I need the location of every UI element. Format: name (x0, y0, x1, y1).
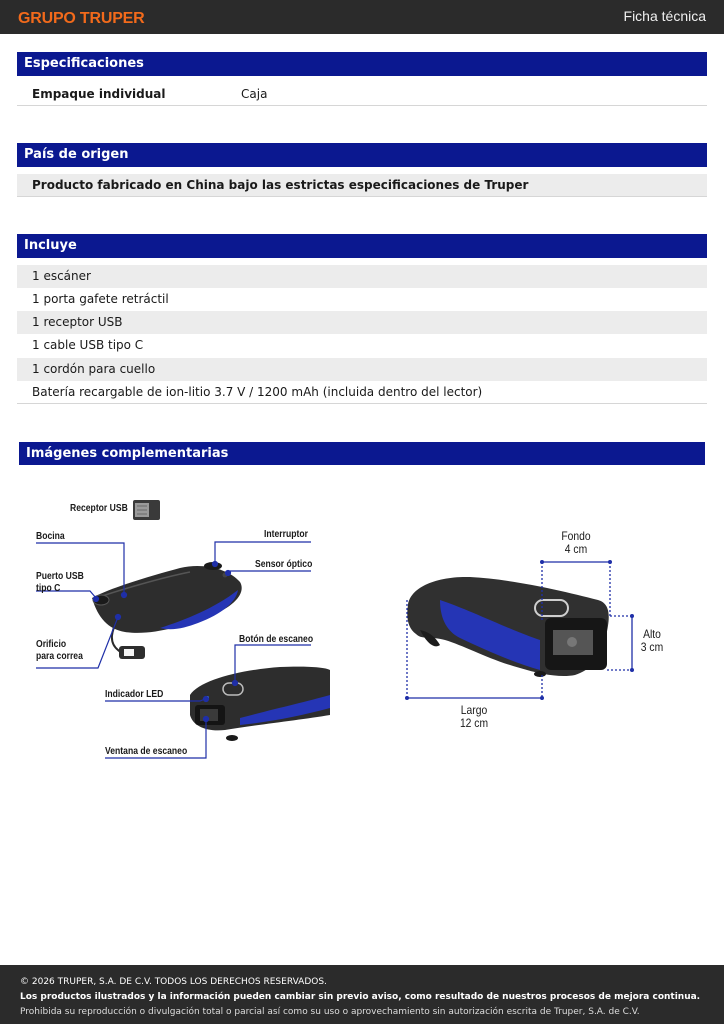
list-item: Batería recargable de ion-litio 3.7 V / 1200 mAh (incluida dentro del lector) (17, 381, 707, 404)
list-item: 1 porta gafete retráctil (32, 292, 169, 306)
dimension-fondo-value: 4 cm (564, 542, 588, 556)
usb-receiver-image (133, 500, 160, 520)
callout-bocina: Bocina (36, 531, 65, 542)
list-item: 1 escáner (17, 265, 707, 288)
callout-interruptor: Interruptor (264, 529, 308, 540)
document-type: Ficha técnica (623, 8, 706, 24)
footer-copyright: © 2026 TRUPER, S.A. DE C.V. TODOS LOS DERECHOS RESERVADOS. (20, 977, 327, 987)
footer-legal: Prohibida su reproducción o divulgación total o parcial así como su uso o aprovechamiento sin autorización escrita de Truper, S.A. de C.V. (20, 1007, 640, 1017)
brand-logo: GRUPO TRUPER (18, 10, 145, 27)
spec-row (17, 83, 707, 106)
top-bar (0, 0, 724, 34)
callout-sensor-optico: Sensor óptico (255, 559, 313, 570)
callout-orificio-line2: para correa (36, 651, 83, 662)
footer (0, 965, 724, 1024)
dimension-alto-label: Alto (643, 627, 661, 641)
product-illustration (0, 480, 724, 780)
dimension-largo (455, 704, 493, 730)
callout-puerto-line1: Puerto USB (36, 571, 84, 582)
spec-value: Caja (241, 87, 268, 101)
callout-orificio-line1: Orificio (36, 639, 67, 650)
list-item: 1 cable USB tipo C (32, 338, 144, 352)
scanner-front-image (190, 667, 330, 741)
dimension-alto-value: 3 cm (640, 640, 664, 654)
scanner-dimension-image (407, 577, 608, 677)
dimension-fondo (559, 530, 593, 556)
callout-orificio (36, 639, 83, 663)
origin-header: País de origen (17, 143, 707, 167)
callout-receptor-usb: Receptor USB (70, 503, 128, 514)
dimension-largo-label: Largo (460, 703, 488, 717)
spec-label: Empaque individual (32, 87, 166, 101)
list-item: 1 receptor USB (17, 311, 707, 334)
callout-indicador-led: Indicador LED (105, 689, 164, 700)
footer-notice: Los productos ilustrados y la información pueden cambiar sin previo aviso, como resultado de nuestros procesos de mejora continua. (20, 992, 701, 1002)
callout-puerto-usb (36, 571, 84, 595)
scanner-side-image (92, 562, 242, 659)
dimension-fondo-label: Fondo (561, 529, 591, 543)
callout-puerto-line2: tipo C (36, 583, 61, 594)
origin-text: Producto fabricado en China bajo las estrictas especificaciones de Truper (17, 174, 707, 197)
dimension-largo-value: 12 cm (459, 716, 489, 730)
product-figure (0, 480, 724, 780)
dimension-alto (637, 628, 668, 654)
includes-header: Incluye (17, 234, 707, 258)
specs-header: Especificaciones (17, 52, 707, 76)
callout-ventana-escaneo: Ventana de escaneo (105, 746, 188, 757)
images-header: Imágenes complementarias (19, 442, 705, 465)
callout-boton-escaneo: Botón de escaneo (239, 634, 314, 645)
list-item: 1 cordón para cuello (17, 358, 707, 381)
